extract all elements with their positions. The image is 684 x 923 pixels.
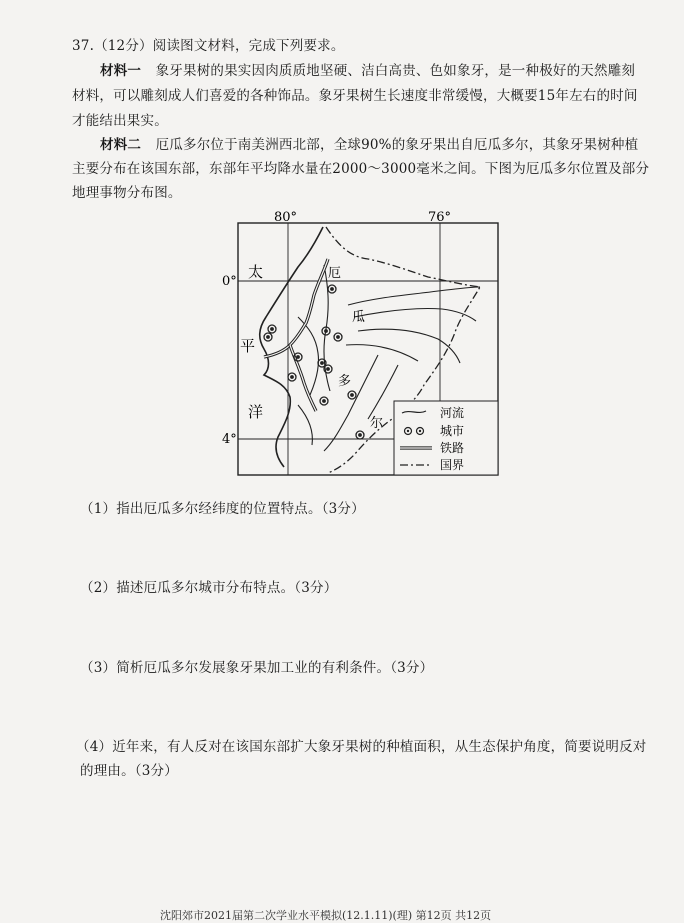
material2-line1	[100, 133, 638, 153]
ocean-char-3: 洋	[248, 403, 264, 421]
sub-question-3: （3）简析厄瓜多尔发展象牙果加工业的有利条件。（3分）	[80, 660, 434, 676]
material1-line2: 材料，可以雕刻成人们喜爱的各种饰品。象牙果树生长速度非常缓慢，大概要15年左右的时间	[72, 88, 638, 104]
material2-text1: 厄瓜多尔位于南美洲西北部，全球90%的象牙果出自厄瓜多尔，其象牙果树种植	[155, 137, 639, 153]
legend-border-label: 国界	[440, 458, 465, 472]
country-char-2: 瓜	[352, 310, 366, 325]
lon-label-80: 80°	[274, 210, 298, 225]
material1-line1	[100, 59, 635, 79]
railway	[264, 259, 328, 357]
ocean-char-1: 太	[248, 263, 264, 281]
sub-question-4-line1: （4）近年来，有人反对在该国东部扩大象牙果树的种植面积，从生态保护角度，简要说明反对	[76, 739, 647, 755]
material1-line3: 才能结出果实。	[72, 113, 168, 129]
legend-city-label: 城市	[440, 424, 465, 438]
lon-label-76: 76°	[428, 210, 452, 225]
legend-river-label: 河流	[440, 406, 465, 420]
railway-inner	[264, 259, 328, 357]
country-char-1: 厄	[328, 266, 342, 281]
sub-question-4-line2: 的理由。（3分）	[80, 763, 178, 779]
country-char-3: 多	[338, 374, 352, 389]
cities	[264, 285, 364, 439]
material2-line2: 主要分布在该国东部，东部年平均降水量在2000～3000毫米之间。下图为厄瓜多尔位置及部分	[72, 161, 650, 177]
sub-question-1: （1）指出厄瓜多尔经纬度的位置特点。（3分）	[80, 501, 365, 517]
country-char-4: 尔	[370, 416, 384, 431]
question-title: 37.（12分）阅读图文材料，完成下列要求。	[72, 38, 345, 54]
sub-question-2: （2）描述厄瓜多尔城市分布特点。（3分）	[80, 580, 338, 596]
map-legend	[394, 401, 498, 475]
material1-text1: 象牙果树的果实因肉质质地坚硬、洁白高贵、色如象牙，是一种极好的天然雕刻	[155, 63, 636, 79]
ecuador-map	[222, 205, 518, 485]
lat-label-0: 0°	[222, 274, 237, 289]
lat-label-4: 4°	[222, 432, 237, 447]
material2-label: 材料二	[100, 137, 142, 153]
material2-line3: 地理事物分布图。	[72, 185, 182, 201]
material1-label: 材料一	[100, 63, 142, 79]
legend-railway-label: 铁路	[440, 441, 465, 455]
page-footer: 沈阳郊市2021届第二次学业水平模拟(12.1.11)(理) 第12页 共12页	[160, 909, 492, 922]
ocean-char-2: 平	[240, 337, 256, 355]
